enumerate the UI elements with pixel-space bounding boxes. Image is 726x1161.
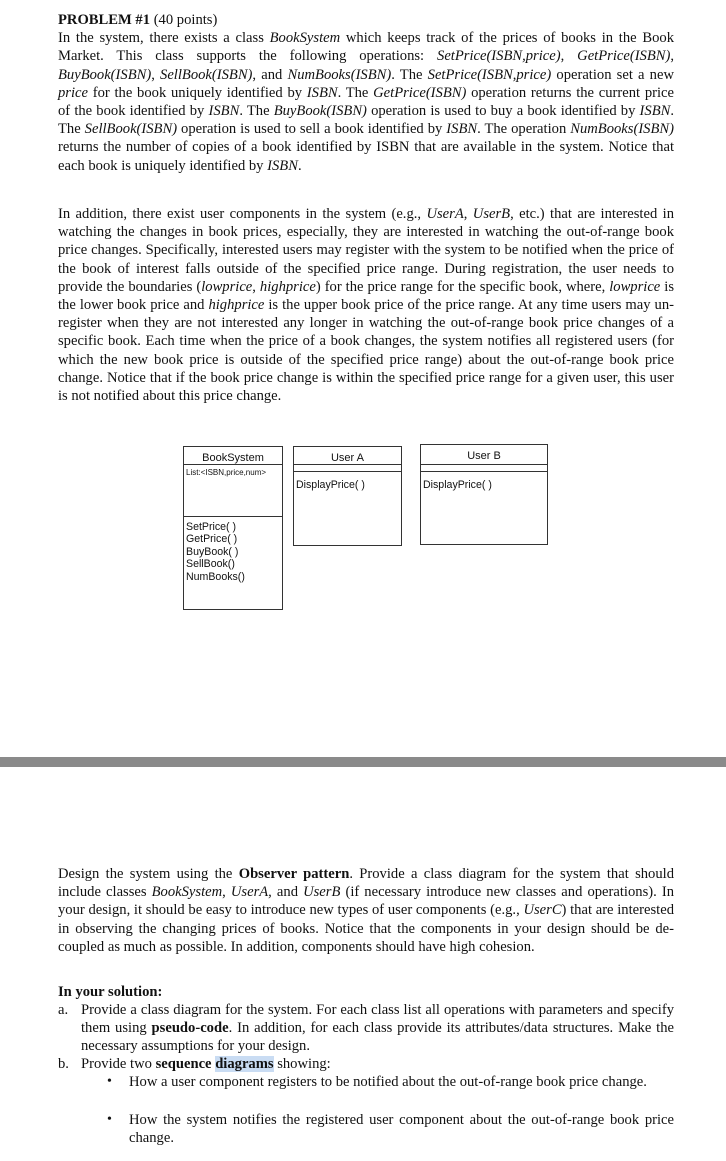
booksystem-attribute: List:<ISBN,price,num>: [186, 468, 267, 477]
problem-paragraph-1: PROBLEM #1 (40 points) In the system, there exists a class BookSystem which keeps track of the prices of books in the Book Market. This class supports the following operations: SetPrice(ISBN,price), GetPrice(ISBN), BuyBook(ISBN), SellBook(ISBN), and NumBooks(ISBN). The SetPrice(ISBN,price) operation set a new price for the book uniquely identified by ISBN. The GetPrice(ISBN) operation returns the current price of the book identified by ISBN. The BuyBook(ISBN) operation is used to buy a book identified by ISBN. The SellBook(ISBN) operation is used to sell a book identified by ISBN. The operation NumBooks(ISBN) returns the number of copies of a book identified by ISBN that are available in the system. Notice that each book is uniquely identified by ISBN.: [58, 12, 675, 174]
bullet-marker: •: [107, 1112, 112, 1127]
user-b-operation: DisplayPrice( ): [423, 479, 492, 491]
user-b-class-box: [420, 444, 548, 545]
highlighted-word: diagrams: [215, 1056, 274, 1072]
booksystem-divider-bottom: [184, 516, 282, 517]
page-divider: [0, 757, 726, 767]
item-a-text: Provide a class diagram for the system. For each class list all operations with parameters and specify them using pseudo-code. In addition, for each class provide its attributes/data structures. Make the necessary assumptions for your design.: [81, 1002, 674, 1055]
user-a-class-box: [293, 446, 402, 546]
user-b-class-name: User B: [467, 450, 501, 462]
user-a-divider-bottom: [294, 471, 401, 472]
problem-heading: PROBLEM #1 (40 points): [58, 12, 218, 28]
user-a-class-name: User A: [330, 452, 364, 464]
booksystem-operation: NumBooks(): [186, 570, 245, 583]
booksystem-operation: SellBook(): [186, 558, 235, 571]
bullet-2-text: How the system notifies the registered user component about the out-of-range book price change.: [129, 1112, 674, 1147]
item-b-text: Provide two sequence diagrams showing:: [81, 1056, 331, 1072]
design-paragraph: Design the system using the Observer pattern. Provide a class diagram for the system that should include classes BookSystem, UserA, and UserB (if necessary introduce new classes and operations). In your design, it should be easy to introduce new types of user components (e.g., UserC) that are interested in observing the changing prices of books. Notice that the components in your design should be de-coupled as much as possible. In addition, components should have high cohesion.: [58, 866, 674, 955]
booksystem-class-name: BookSystem: [202, 452, 264, 464]
booksystem-operation: BuyBook( ): [186, 545, 239, 558]
item-a-marker: a.: [58, 1002, 69, 1018]
user-a-operation: DisplayPrice( ): [296, 479, 365, 491]
bullet-marker: •: [107, 1074, 112, 1089]
solution-heading: In your solution:: [58, 984, 163, 1000]
user-b-divider-bottom: [421, 471, 547, 472]
bullet-1-text: How a user component registers to be notified about the out-of-range book price change.: [129, 1074, 647, 1090]
booksystem-operation: SetPrice( ): [186, 521, 237, 533]
booksystem-class-box: [183, 446, 283, 610]
booksystem-divider-top: [184, 464, 282, 465]
booksystem-operation: GetPrice( ): [186, 533, 238, 546]
booksystem-operations: [186, 521, 245, 583]
problem-paragraph-2: In addition, there exist user components in the system (e.g., UserA, UserB, etc.) that are interested in watching the changes in book prices, especially, they are interested in watching the out-of-range book price changes. Specifically, interested users may register with the system to be notified when the price of the book of interest falls outside of the specified price range. During registration, the user needs to provide the boundaries (lowprice, highprice) for the price range for the specific book, where, lowprice is the lower book price and highprice is the upper book price of the price range. At any time users may un-register when they are not interested any longer in watching the out-of-range book price changes of a specific book. Each time when the price of a book changes, the system notifies all registered users (for which the new book price is outside of the specified price range) about the out-of-range book price change. Notice that if the book price change is within the specified price range for a given user, this user is not notified about this price change.: [58, 206, 675, 405]
user-b-divider-top: [421, 464, 547, 465]
user-a-divider-top: [294, 464, 401, 465]
item-b-marker: b.: [58, 1056, 69, 1072]
